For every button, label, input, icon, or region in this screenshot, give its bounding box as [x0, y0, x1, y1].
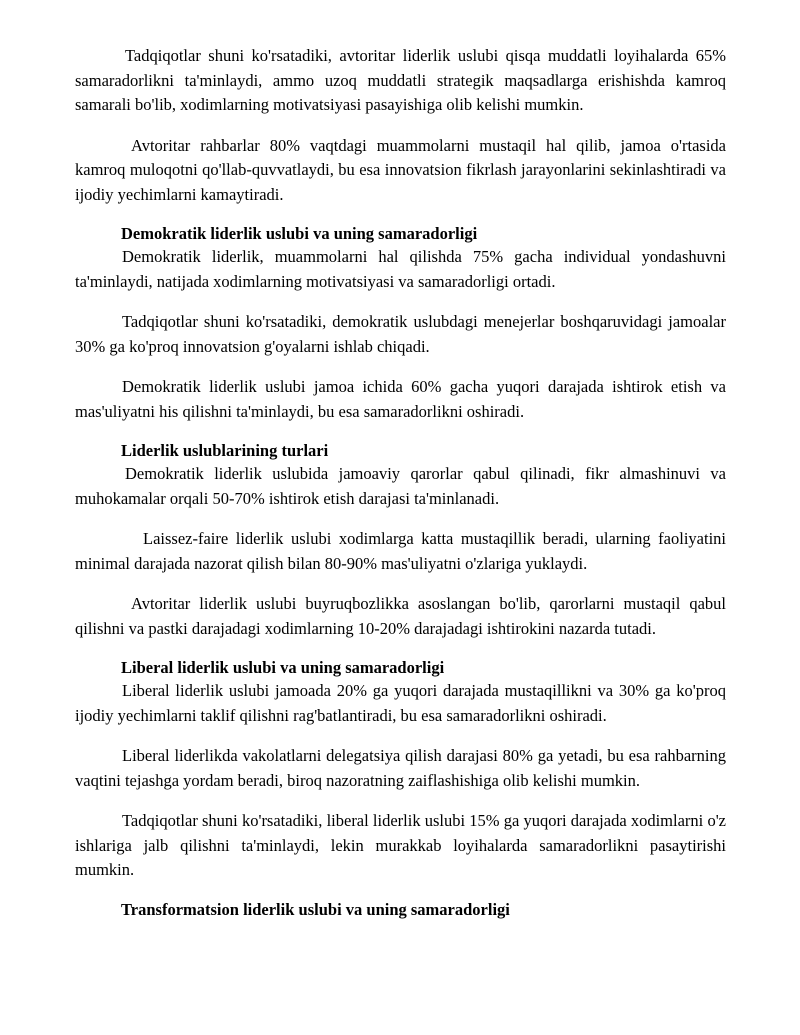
paragraph-liberal-independence: Liberal liderlik uslubi jamoada 20% ga yuqori darajada mustaqillikni va 30% ga ko'proq ijodiy yechimlarni taklif qilishni rag'batlantiradi, bu esa samaradorlikni oshiradi.	[75, 681, 726, 725]
document-page	[75, 44, 726, 921]
paragraph-liberal-delegation: Liberal liderlikda vakolatlarni delegatsiya qilish darajasi 80% ga yetadi, bu esa rahbarning vaqtini tejashga yordam beradi, biroq nazoratning zaiflashishiga olib kelishi mumkin.	[75, 746, 726, 790]
heading-leadership-types: Liderlik uslublarining turlari	[121, 441, 329, 460]
heading-democratic-style: Demokratik liderlik uslubi va uning samaradorligi	[121, 224, 478, 243]
paragraph-democratic-individual: Demokratik liderlik, muammolarni hal qilishda 75% gacha individual yondashuvni ta'minlaydi, natijada xodimlarning motivatsiyasi va samaradorligi ortadi.	[75, 247, 726, 291]
paragraph-democratic-innovation: Tadqiqotlar shuni ko'rsatadiki, demokratik uslubdagi menejerlar boshqaruvidagi jamoalar 30% ga ko'proq innovatsion g'oyalarni ishlab chiqadi.	[75, 312, 726, 356]
paragraph-liberal-engagement: Tadqiqotlar shuni ko'rsatadiki, liberal liderlik uslubi 15% ga yuqori darajada xodimlarni o'z ishlariga jalb qilishni ta'minlaydi, lekin murakkab loyihalarda samaradorlikni pasaytirishi mumkin.	[75, 811, 726, 879]
paragraph-authoritarian-command: Avtoritar liderlik uslubi buyruqbozlikka asoslangan bo'lib, qarorlarni mustaqil qabul qilishni va pastki darajadagi xodimlarning 10-20% darajadagi ishtirokini nazarda tutadi.	[75, 594, 726, 638]
paragraph-authoritarian-short-term: Tadqiqotlar shuni ko'rsatadiki, avtoritar liderlik uslubi qisqa muddatli loyihalarda 65% samaradorlikni ta'minlaydi, ammo uzoq muddatli strategik maqsadlarga erishishda kamroq samarali bo'lib, xodimlarning motivatsiyasi pasayishiga olib kelishi mumkin.	[75, 46, 726, 114]
paragraph-democratic-collective: Demokratik liderlik uslubida jamoaviy qarorlar qabul qilinadi, fikr almashinuvi va muhokamalar orqali 50-70% ishtirok etish darajasi ta'minlanadi.	[75, 464, 726, 508]
paragraph-authoritarian-communication: Avtoritar rahbarlar 80% vaqtdagi muammolarni mustaqil hal qilib, jamoa o'rtasida kamroq muloqotni qo'llab-quvvatlaydi, bu esa innovatsion fikrlash jarayonlarini sekinlashtiradi va ijodiy yechimlarni kamaytiradi.	[75, 135, 726, 204]
heading-transformational-style: Transformatsion liderlik uslubi va uning samaradorligi	[121, 899, 510, 919]
paragraph-democratic-participation: Demokratik liderlik uslubi jamoa ichida 60% gacha yuqori darajada ishtirok etish va mas'uliyatni his qilishni ta'minlaydi, bu esa samaradorlikni oshiradi.	[75, 377, 726, 421]
heading-liberal-style: Liberal liderlik uslubi va uning samaradorligi	[121, 658, 445, 677]
paragraph-laissez-faire: Laissez-faire liderlik uslubi xodimlarga katta mustaqillik beradi, ularning faoliyatini minimal darajada nazorat qilish bilan 80-90% mas'uliyatni o'zlariga yuklaydi.	[75, 529, 726, 573]
